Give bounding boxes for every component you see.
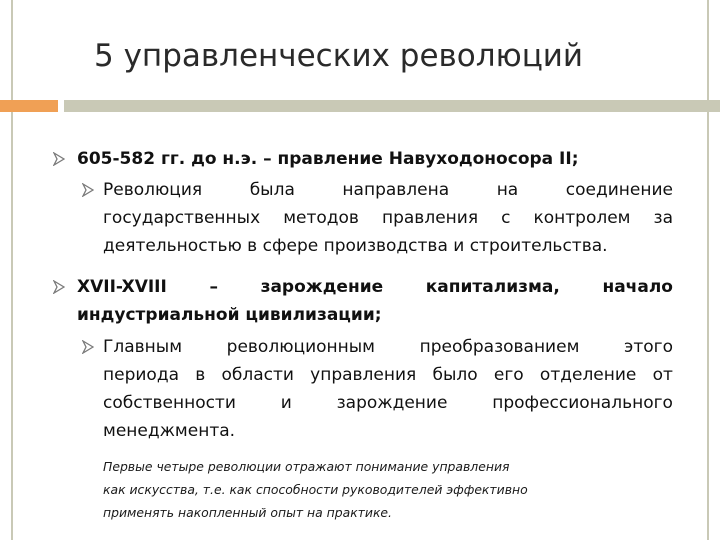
sub-2-line-2 — [103, 361, 673, 389]
word: Революция — [103, 180, 203, 200]
arrow-bullet-icon — [53, 152, 65, 166]
word: преобразованием — [419, 337, 580, 357]
left-frame-line — [11, 0, 13, 540]
bullet-2-line-2: индустриальной цивилизации; — [77, 305, 382, 325]
word: управления — [310, 365, 417, 385]
word: капитализма, — [425, 277, 560, 297]
word: области — [221, 365, 294, 385]
word: революционным — [226, 337, 375, 357]
word: контролем — [533, 208, 631, 228]
word: направлена — [342, 180, 450, 200]
word: периода — [103, 365, 179, 385]
word: правления — [381, 208, 479, 228]
word: профессионального — [492, 393, 673, 413]
word: была — [249, 180, 295, 200]
bullet-2-line-1 — [77, 273, 673, 301]
word: государственных — [103, 208, 261, 228]
word: от — [652, 365, 673, 385]
word: собственности — [103, 393, 236, 413]
sub-1-line-1 — [103, 176, 673, 204]
sub-1-line-2 — [103, 204, 673, 232]
sub-2-line-4: менеджмента. — [103, 421, 236, 441]
word: XVII-XVIII — [77, 277, 167, 297]
sub-2-line-1 — [103, 333, 673, 361]
word: зарождение — [260, 277, 384, 297]
sub-2-line-3 — [103, 389, 673, 417]
arrow-bullet-icon — [82, 340, 94, 354]
arrow-bullet-icon — [82, 183, 94, 197]
word: Главным — [103, 337, 183, 357]
word: и — [280, 393, 292, 413]
slide-title: 5 управленческих революций — [94, 38, 584, 74]
word: на — [496, 180, 519, 200]
word: с — [501, 208, 511, 228]
word: его — [493, 365, 524, 385]
word: этого — [624, 337, 673, 357]
title-rule — [64, 100, 720, 112]
word: зарождение — [336, 393, 448, 413]
sub-1-line-3: деятельностью в сфере производства и строительства. — [103, 236, 608, 256]
word: методов — [283, 208, 359, 228]
note-line-1: Первые четыре революции отражают понимание управления — [103, 459, 510, 474]
word: начало — [602, 277, 673, 297]
note-line-2: как искусства, т.е. как способности руководителей эффективно — [103, 482, 528, 497]
word: в — [195, 365, 206, 385]
bullet-1-text: 605-582 гг. до н.э. – правление Навуходоносора II; — [77, 149, 579, 169]
arrow-bullet-icon — [53, 280, 65, 294]
word: отделение — [539, 365, 637, 385]
word: было — [432, 365, 478, 385]
right-frame-line — [707, 0, 709, 540]
word: – — [209, 277, 218, 297]
note-line-3: применять накопленный опыт на практике. — [103, 505, 392, 520]
word: за — [653, 208, 673, 228]
title-rule-accent — [0, 100, 58, 112]
word: соединение — [565, 180, 673, 200]
